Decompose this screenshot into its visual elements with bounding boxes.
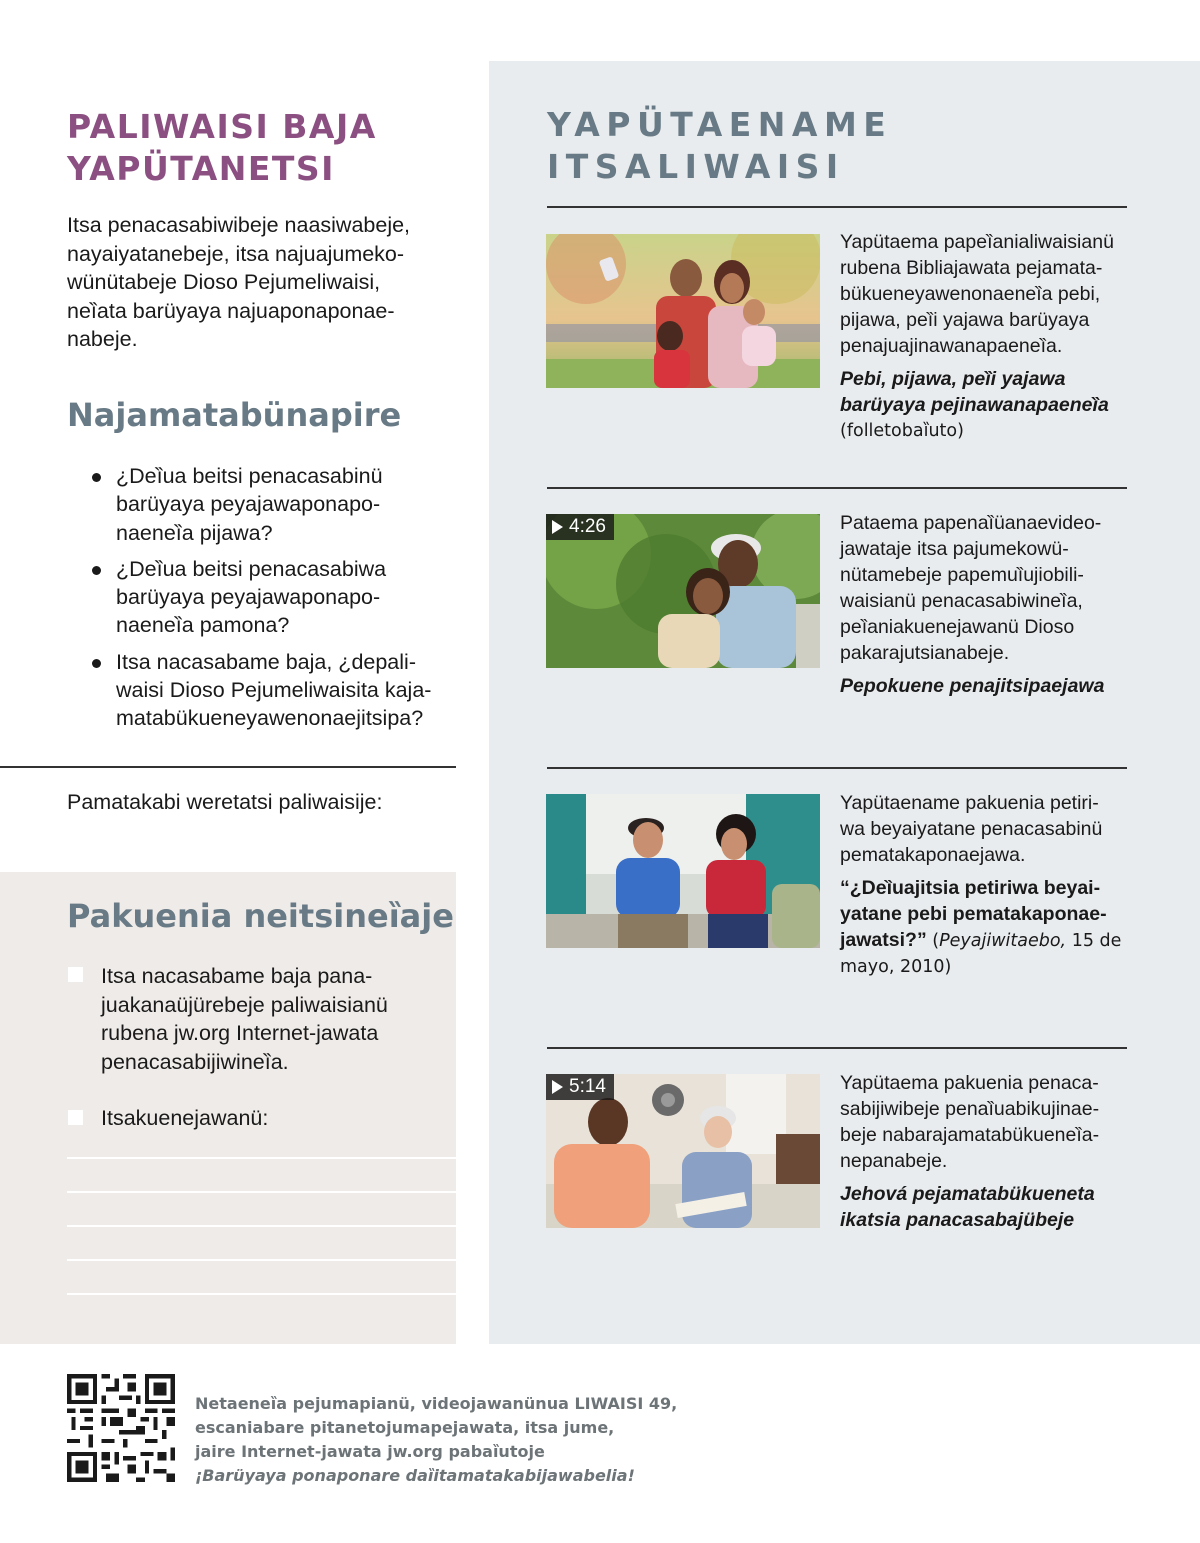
video-duration-badge bbox=[546, 514, 614, 540]
resource-line: nütamebeje papemuȉujiobili- bbox=[840, 564, 1084, 586]
article-title[interactable] bbox=[840, 875, 1130, 980]
question-line: Itsa nacasabame baja, ¿depali- bbox=[116, 649, 416, 674]
checkbox-other-label bbox=[101, 1104, 441, 1133]
video-thumbnail[interactable] bbox=[546, 1074, 820, 1228]
footer-tagline: ¡Barüyaya ponaponare daȉitamatakabijawabelia! bbox=[195, 1466, 635, 1485]
write-in-line[interactable] bbox=[67, 1293, 456, 1295]
left-title bbox=[67, 106, 457, 190]
resource-line: pakarajutsianabeje. bbox=[840, 642, 1010, 664]
video-title[interactable] bbox=[840, 1181, 1130, 1233]
resource-line: Yapütaema papeȉanialiwaisianü bbox=[840, 231, 1114, 253]
footer-line: Netaeneȉa pejumapianü, videojawanünua LIWAISI 49, bbox=[195, 1394, 678, 1413]
video-duration: 4:26 bbox=[569, 516, 606, 537]
question-line: naeneȉa pamona? bbox=[116, 613, 290, 638]
checkbox-label-line: Itsa nacasabame baja pana- bbox=[101, 964, 373, 988]
intro-line: neȉata barüyaya najuaponaponae- bbox=[67, 298, 395, 323]
video-thumbnail[interactable] bbox=[546, 514, 820, 668]
question-item bbox=[92, 555, 462, 640]
resource-line: beje nabarajamatabükueneȉa- bbox=[840, 1124, 1100, 1146]
video-title-line: Jehová pejamatabükueneta bbox=[840, 1183, 1095, 1205]
family-photo[interactable] bbox=[546, 234, 820, 388]
resource-line: peȉaniakuenejawanü Dioso bbox=[840, 616, 1075, 638]
resource-line: pematakaponaejawa. bbox=[840, 844, 1026, 866]
video-title[interactable] bbox=[840, 673, 1130, 699]
article-title-line: “¿Deȉuajitsia petiriwa beyai- bbox=[840, 877, 1101, 899]
bullet-icon bbox=[92, 659, 101, 668]
checkbox-other[interactable] bbox=[68, 1110, 83, 1125]
question-line: barüyaya peyajawaponapo- bbox=[116, 492, 381, 517]
resource-line: Yapütaema pakuenia penaca- bbox=[840, 1072, 1099, 1094]
left-title-line: YAPÜTANETSI bbox=[67, 149, 335, 188]
video-duration-badge bbox=[546, 1074, 614, 1100]
article-ref-open: ( bbox=[926, 931, 940, 951]
resource-4-text bbox=[840, 1070, 1130, 1233]
article-title-line bbox=[840, 927, 1130, 954]
publication-note: (folletobaȉuto) bbox=[840, 421, 964, 441]
resource-line: waisianü penacasabiwineȉa, bbox=[840, 590, 1083, 612]
return-visit-prompt: Pamatakabi weretatsi paliwaisije: bbox=[67, 790, 383, 814]
qr-code-icon[interactable] bbox=[67, 1374, 175, 1482]
checkbox-label-line: penacasabijiwineȉa. bbox=[101, 1049, 289, 1074]
resource-1-text bbox=[840, 229, 1130, 444]
resource-line: nepanabeje. bbox=[840, 1150, 948, 1172]
publication-title-line: Pebi, pijawa, peȉi yajawa bbox=[840, 368, 1066, 390]
questions-heading: Najamatabünapire bbox=[67, 396, 402, 434]
resource-line: penajuajinawanapaeneȉa. bbox=[840, 335, 1063, 357]
bullet-icon bbox=[92, 473, 101, 482]
intro-line: nayaiyatanebeje, itsa najuajumeko- bbox=[67, 241, 405, 266]
article-ref-date: mayo, 2010) bbox=[840, 957, 952, 977]
left-title-line: PALIWAISI BAJA bbox=[67, 107, 377, 146]
resource-line: wa beyaiyatane penacasabinü bbox=[840, 818, 1103, 840]
resource-line: pijawa, peȉi yajawa barüyaya bbox=[840, 309, 1090, 331]
question-list bbox=[92, 462, 462, 741]
question-line: matabükueneyawenonaejitsipa? bbox=[116, 706, 424, 731]
resource-line: Yapütaename pakuenia petiri- bbox=[840, 792, 1099, 814]
intro-line: wünütabeje Dioso Pejumeliwaisi, bbox=[67, 270, 381, 294]
write-in-line[interactable] bbox=[67, 1259, 456, 1261]
footer-text bbox=[195, 1392, 677, 1488]
divider bbox=[547, 767, 1127, 769]
question-item bbox=[92, 648, 462, 733]
right-title-line: ITSALIWAISI bbox=[547, 147, 845, 186]
conversation-photo-graphic bbox=[546, 794, 820, 948]
publication-title[interactable] bbox=[840, 366, 1130, 444]
resource-line: rubena Bibliajawata pejamata- bbox=[840, 257, 1103, 279]
divider bbox=[547, 487, 1127, 489]
video-duration: 5:14 bbox=[569, 1076, 606, 1097]
resource-line: jawataje itsa pajumekowü- bbox=[840, 538, 1069, 560]
divider bbox=[547, 1047, 1127, 1049]
checkbox-label-line: juakanaüjürebeje paliwaisianü bbox=[101, 992, 388, 1017]
checkbox-label-line: rubena jw.org Internet-jawata bbox=[101, 1021, 379, 1045]
conversation-photo[interactable] bbox=[546, 794, 820, 948]
question-line: waisi Dioso Pejumeliwaisita kaja- bbox=[116, 678, 432, 703]
play-icon bbox=[552, 520, 563, 534]
question-line: ¿Deȉua beitsi penacasabiwa bbox=[116, 556, 387, 581]
checkbox-online-label bbox=[101, 962, 441, 1076]
intro-paragraph bbox=[67, 211, 452, 354]
bullet-icon bbox=[92, 566, 101, 575]
question-line: ¿Deȉua beitsi penacasabinü bbox=[116, 464, 383, 488]
checkbox-label-line: Itsakuenejawanü: bbox=[101, 1106, 269, 1130]
write-in-line[interactable] bbox=[67, 1157, 456, 1159]
footer-line: escaniabare pitanetojumapejawata, itsa jume, bbox=[195, 1418, 615, 1437]
checkbox-online[interactable] bbox=[68, 967, 83, 982]
resource-line: Pataema papenaȉüanaevideo- bbox=[840, 512, 1102, 534]
intro-line: Itsa penacasabiwibeje naasiwabeje, bbox=[67, 213, 411, 237]
publication-title-line: barüyaya pejinawanapaeneȉa bbox=[840, 394, 1109, 416]
video-title-line: Pepokuene penajitsipaejawa bbox=[840, 675, 1105, 697]
footer-line: jaire Internet-jawata jw.org pabaȉutoje bbox=[195, 1442, 545, 1461]
divider bbox=[547, 206, 1127, 208]
question-line: barüyaya peyajawaponapo- bbox=[116, 585, 381, 610]
video-title-line: ikatsia panacasabajübeje bbox=[840, 1209, 1075, 1231]
article-ref-pub: Peyajiwitaebo, bbox=[939, 931, 1067, 951]
resource-line: bükueneyawenonaeneȉa pebi, bbox=[840, 283, 1101, 305]
article-ref-date: 15 de bbox=[1066, 931, 1122, 951]
question-line: naeneȉa pijawa? bbox=[116, 520, 273, 545]
resource-3-text bbox=[840, 790, 1130, 980]
followup-heading: Pakuenia neitsineȉaje bbox=[67, 897, 454, 935]
intro-line: nabeje. bbox=[67, 327, 138, 351]
divider bbox=[0, 766, 456, 768]
right-title bbox=[547, 104, 892, 188]
play-icon bbox=[552, 1080, 563, 1094]
write-in-line[interactable] bbox=[67, 1191, 456, 1193]
family-photo-graphic bbox=[546, 234, 820, 388]
right-title-line: YAPÜTAENAME bbox=[547, 105, 893, 144]
article-title-line: yatane pebi pematakaponae- bbox=[840, 903, 1107, 925]
resource-line: sabijiwibeje penaȉuabikujinae- bbox=[840, 1098, 1100, 1120]
question-item bbox=[92, 462, 462, 547]
write-in-line[interactable] bbox=[67, 1225, 456, 1227]
resource-2-text bbox=[840, 510, 1130, 699]
article-title-end: jawatsi?” bbox=[840, 929, 927, 951]
